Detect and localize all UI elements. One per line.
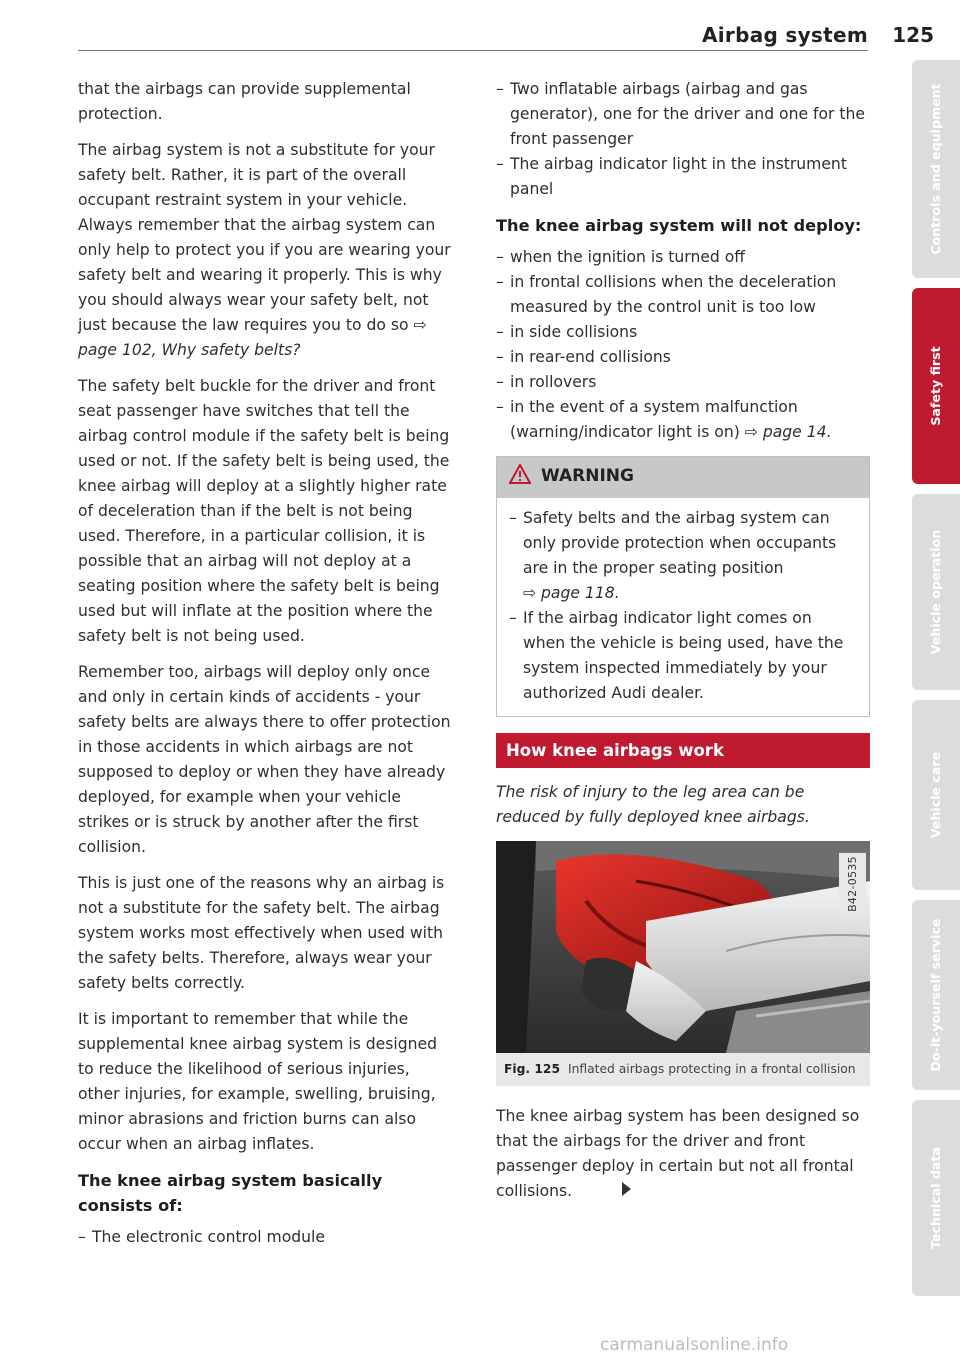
- consists-list: [78, 1225, 453, 1250]
- paragraph: This is just one of the reasons why an airbag is not a substitute for the safety belt. The airbag system works most effectively when used with the safety belts. Therefore, always wear your safety belts correctly.: [78, 874, 445, 992]
- subheading: The knee airbag system will not deploy:: [496, 216, 862, 235]
- tab-do-it-yourself-service[interactable]: Do-it-yourself service: [912, 900, 960, 1090]
- figure-caption-text: Inflated airbags protecting in a frontal collision: [567, 1062, 856, 1076]
- section-heading: How knee airbags work: [496, 733, 870, 768]
- consists-list-continued: [496, 77, 870, 202]
- list-item: – when the ignition is turned off: [496, 245, 870, 270]
- list-item: – in side collisions: [496, 320, 870, 345]
- page-reference-link[interactable]: ⇨ page 14.: [744, 423, 832, 441]
- paragraph: that the airbags can provide supplemental protection.: [78, 80, 411, 123]
- page-reference-link[interactable]: ⇨ page 118.: [523, 584, 620, 602]
- list-item: – in rollovers: [496, 370, 870, 395]
- warning-body: [497, 498, 869, 716]
- page-number: 125: [892, 23, 934, 47]
- list-item: – The electronic control module: [78, 1225, 453, 1250]
- paragraph: It is important to remember that while the supplemental knee airbag system is designed to reduce the likelihood of serious injuries, other injuries, for example, swelling, bruising, minor abrasions and friction burns can also occur when an airbag inflates.: [78, 1010, 437, 1153]
- right-column: [496, 77, 870, 1215]
- subheading: The knee airbag system basically consists of:: [78, 1171, 383, 1215]
- running-header-title: Airbag system: [702, 23, 868, 47]
- tab-technical-data[interactable]: Technical data: [912, 1100, 960, 1296]
- tab-safety-first[interactable]: Safety first: [912, 288, 960, 484]
- figure-code: B42-0535: [839, 853, 866, 915]
- left-column: [78, 77, 453, 1261]
- warning-title: WARNING: [541, 466, 634, 486]
- warning-item: – Safety belts and the airbag system can only provide protection when occupants are in the proper seating position ⇨ page 118.: [509, 506, 855, 606]
- tab-vehicle-care[interactable]: Vehicle care: [912, 700, 960, 890]
- tab-vehicle-operation[interactable]: Vehicle operation: [912, 494, 960, 690]
- paragraph: The safety belt buckle for the driver and front seat passenger have switches that tell the airbag control module if the safety belt is being used or not. If the safety belt is being used, the knee airbag will deploy at a slightly higher rate of deceleration than if the belt is not being used. Therefore, in a particular collision, it is possible that an airbag will not deploy at a seating position where the safety belt is being used but will inflate at the position where the safety belt is not being used.: [78, 377, 450, 645]
- watermark: carmanualsonline.info: [600, 1335, 789, 1355]
- warning-header: [497, 457, 869, 498]
- continue-arrow-icon: [622, 1182, 631, 1196]
- paragraph: The airbag system is not a substitute for your safety belt. Rather, it is part of the overall occupant restraint system in your vehicle. Always remember that the airbag system can only help to protect you if you are wearing your safety belt and wearing it properly. This is why you should always wear your safety belt, not just because the law requires you to do so ⇨ page 102, Why safety belts?: [78, 141, 451, 359]
- header-rule: [78, 50, 868, 51]
- warning-triangle-icon: [509, 464, 531, 492]
- list-item: – in rear-end collisions: [496, 345, 870, 370]
- warning-item: – If the airbag indicator light comes on when the vehicle is being used, have the system inspected immediately by your authorized Audi dealer.: [509, 606, 855, 706]
- figure-caption: [496, 1053, 870, 1086]
- page-reference-link[interactable]: ⇨ page 102, Why safety belts?: [78, 316, 427, 359]
- list-item: – The airbag indicator light in the instrument panel: [496, 152, 870, 202]
- list-item: – in frontal collisions when the deceleration measured by the control unit is too low: [496, 270, 870, 320]
- list-item: – in the event of a system malfunction (warning/indicator light is on) ⇨ page 14.: [496, 395, 870, 445]
- lead-paragraph: The risk of injury to the leg area can be reduced by fully deployed knee airbags.: [496, 783, 810, 826]
- list-item: – Two inflatable airbags (airbag and gas generator), one for the driver and one for the front passenger: [496, 77, 870, 152]
- warning-box: [496, 456, 870, 717]
- figure-knee-airbag-illustration: [496, 841, 870, 1053]
- paragraph: The knee airbag system has been designed so that the airbags for the driver and front passenger deploy in certain but not all frontal collisions.: [496, 1107, 860, 1200]
- figure-label: Fig. 125: [504, 1062, 561, 1076]
- tab-controls-and-equipment[interactable]: Controls and equipment: [912, 60, 960, 278]
- knee-airbag-illustration: [496, 841, 870, 1053]
- paragraph: Remember too, airbags will deploy only once and only in certain kinds of accidents - your safety belts are always there to offer protection in those accidents in which airbags are not supposed to deploy or when they have already deployed, for example when your vehicle strikes or is struck by another after the first collision.: [78, 663, 451, 856]
- not-deploy-list: [496, 245, 870, 445]
